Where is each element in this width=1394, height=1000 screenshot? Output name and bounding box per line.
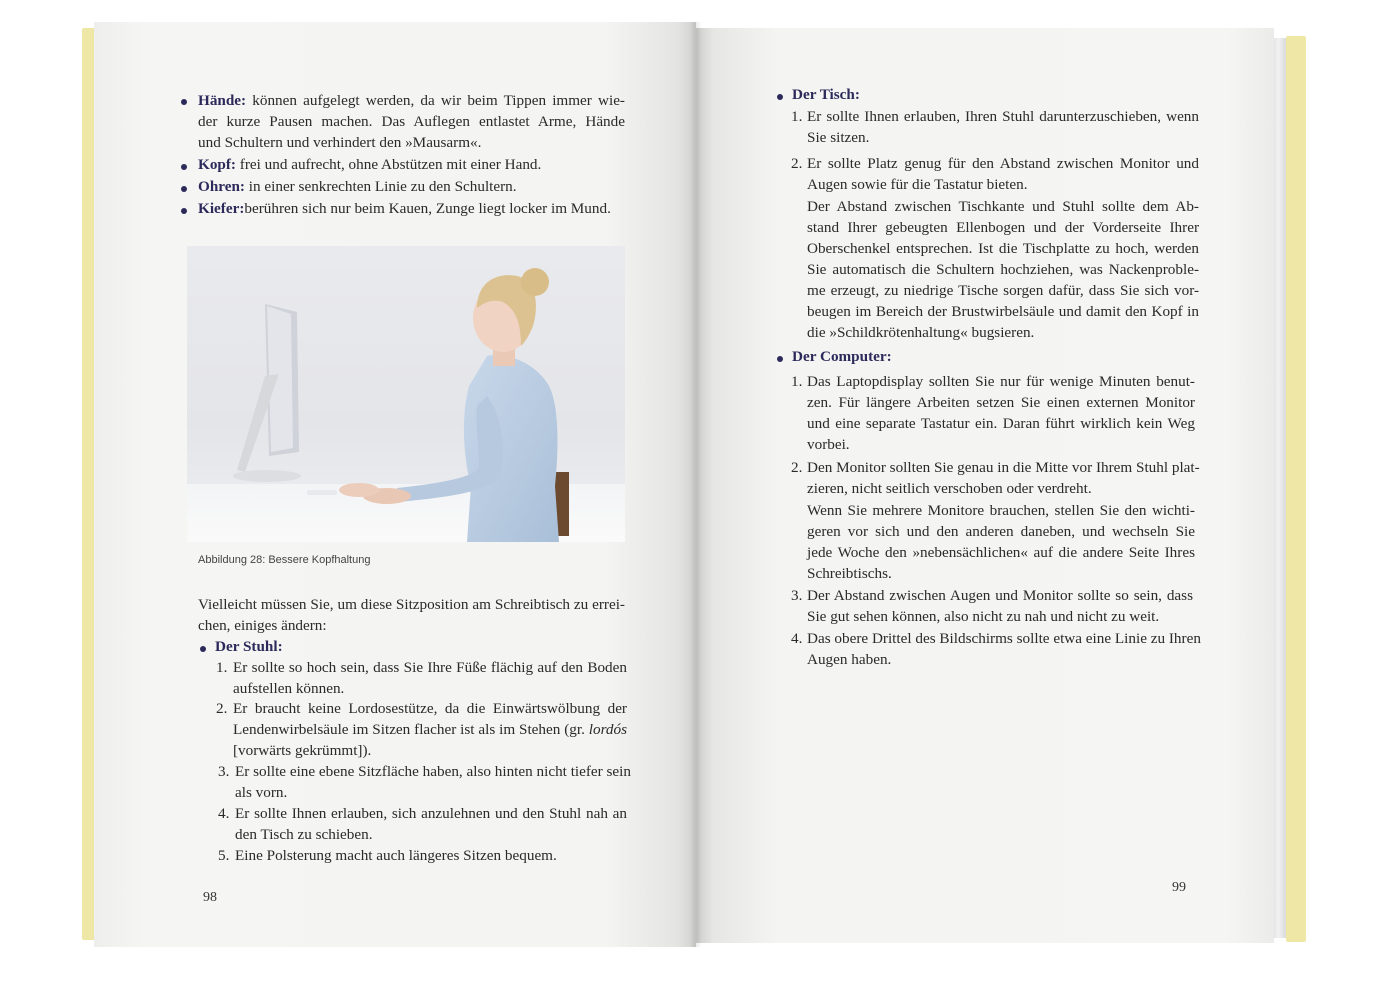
list-number: 4. bbox=[218, 805, 230, 822]
list-item-line: Er sollte eine ebene Sitzfläche haben, also hinten nicht tiefer sein bbox=[235, 763, 631, 780]
figure-caption: Abbildung 28: Bessere Kopfhaltung bbox=[198, 554, 371, 566]
list-number: 1. bbox=[791, 373, 803, 390]
list-item-line: Sie sitzen. bbox=[807, 129, 870, 146]
figure-photo-posture bbox=[187, 246, 625, 542]
list-item-line: Das Laptopdisplay sollten Sie nur für wenige Minuten benut- bbox=[807, 373, 1195, 390]
list-number: 4. bbox=[791, 630, 803, 647]
list-item-line: geren vor sich und den anderen daneben, und wechseln Sie bbox=[807, 523, 1195, 540]
book-cover-right bbox=[1286, 36, 1306, 942]
bullet-icon bbox=[181, 208, 187, 214]
list-number: 3. bbox=[218, 763, 230, 780]
list-item-line: Der Abstand zwischen Tischkante und Stuhl sollte dem Ab- bbox=[807, 198, 1199, 215]
bullet-icon bbox=[777, 94, 783, 100]
section-heading-stuhl: Der Stuhl: bbox=[215, 638, 283, 655]
bullet-icon bbox=[181, 99, 187, 105]
list-item-line: me erzeugt, zu niedrige Tische sorgen dafür, dass Sie sich vor- bbox=[807, 282, 1199, 299]
list-item-line: Sie automatisch die Schultern hochziehen, was Nackenproble- bbox=[807, 261, 1199, 278]
bullet-icon bbox=[777, 356, 783, 362]
woman-at-computer-illustration bbox=[187, 246, 625, 542]
list-item-line: Oberschenkel entsprechen. Ist die Tischplatte zu hoch, werden bbox=[807, 240, 1199, 257]
list-item-line: Er sollte so hoch sein, dass Sie Ihre Füße flächig auf den Boden bbox=[233, 659, 627, 676]
list-item-line: vorbei. bbox=[807, 436, 850, 453]
section-heading-tisch: Der Tisch: bbox=[792, 86, 860, 103]
list-item-line: die »Schildkrötenhaltung« bugsieren. bbox=[807, 324, 1035, 341]
text-line: der kurze Pausen machen. Das Auflegen entlastet Arme, Hände bbox=[198, 113, 625, 130]
list-item-line: Er sollte Platz genug für den Abstand zwischen Monitor und bbox=[807, 155, 1199, 172]
bullet-icon bbox=[181, 164, 187, 170]
bullet-ohren: Ohren: in einer senkrechten Linie zu den Schultern. bbox=[198, 178, 517, 195]
list-item-line: und eine separate Tastatur ein. Daran führt wirklich kein Weg bbox=[807, 415, 1195, 432]
list-item-line: Augen sowie für die Tastatur bieten. bbox=[807, 176, 1028, 193]
list-item-line: Lendenwirbelsäule im Sitzen flacher ist als im Stehen (gr. lordós bbox=[233, 721, 628, 738]
list-item-line: Den Monitor sollten Sie genau in die Mitte vor Ihrem Stuhl plat- bbox=[807, 459, 1200, 476]
list-number: 2. bbox=[216, 700, 228, 717]
list-number: 5. bbox=[218, 847, 230, 864]
bullet-kopf: Kopf: frei und aufrecht, ohne Abstützen mit einer Hand. bbox=[198, 156, 542, 173]
intro-line: chen, einiges ändern: bbox=[198, 617, 327, 634]
list-number: 2. bbox=[791, 459, 803, 476]
text-line: und Schultern und verhindert den »Mausarm«. bbox=[198, 134, 482, 151]
bullet-icon bbox=[181, 186, 187, 192]
list-item-line: Das obere Drittel des Bildschirms sollte etwa eine Linie zu Ihren bbox=[807, 630, 1201, 647]
bullet-kiefer: Kiefer:berühren sich nur beim Kauen, Zunge liegt locker im Mund. bbox=[198, 200, 611, 217]
list-item-line: zen. Für längere Arbeiten setzen Sie einen externen Monitor bbox=[807, 394, 1195, 411]
list-number: 2. bbox=[791, 155, 803, 172]
list-number: 3. bbox=[791, 587, 803, 604]
list-item-line: Wenn Sie mehrere Monitore brauchen, stellen Sie den wichti- bbox=[807, 502, 1195, 519]
bullet-haende: Hände: können aufgelegt werden, da wir beim Tippen immer wie- bbox=[198, 92, 625, 109]
list-item-line: zieren, nicht seitlich verschoben oder verdreht. bbox=[807, 480, 1092, 497]
list-number: 1. bbox=[216, 659, 228, 676]
list-item-line: Er sollte Ihnen erlauben, Ihren Stuhl darunterzuschieben, wenn bbox=[807, 108, 1199, 125]
list-item-line: Er sollte Ihnen erlauben, sich anzulehnen und den Stuhl nah an bbox=[235, 805, 627, 822]
list-item-line: Der Abstand zwischen Augen und Monitor sollte so sein, dass bbox=[807, 587, 1193, 604]
section-heading-computer: Der Computer: bbox=[792, 348, 892, 365]
list-item-line: Augen haben. bbox=[807, 651, 892, 668]
intro-line: Vielleicht müssen Sie, um diese Sitzposition am Schreibtisch zu errei- bbox=[198, 596, 625, 613]
list-item-line: Er braucht keine Lordosestütze, da die Einwärtswölbung der bbox=[233, 700, 627, 717]
page-number-left: 98 bbox=[203, 890, 217, 905]
list-item-line: beugen im Bereich der Brustwirbelsäule und damit den Kopf in bbox=[807, 303, 1199, 320]
page-number-right: 99 bbox=[1172, 880, 1186, 895]
list-item-line: Eine Polsterung macht auch längeres Sitzen bequem. bbox=[235, 847, 557, 864]
list-number: 1. bbox=[791, 108, 803, 125]
bullet-icon bbox=[200, 646, 206, 652]
list-item-line: stand Ihrer gebeugten Ellenbogen und der Vorderseite Ihrer bbox=[807, 219, 1199, 236]
list-item-line: den Tisch zu schieben. bbox=[235, 826, 373, 843]
list-item-line: aufstellen können. bbox=[233, 680, 345, 697]
book-gutter bbox=[690, 22, 702, 947]
list-item-line: jede Woche den »nebensächlichen« auf die andere Seite Ihres bbox=[807, 544, 1195, 561]
list-item-line: Schreibtischs. bbox=[807, 565, 892, 582]
list-item-line: als vorn. bbox=[235, 784, 288, 801]
list-item-line: [vorwärts gekrümmt]). bbox=[233, 742, 372, 759]
list-item-line: Sie gut sehen können, also nicht zu nah und nicht zu weit. bbox=[807, 608, 1160, 625]
